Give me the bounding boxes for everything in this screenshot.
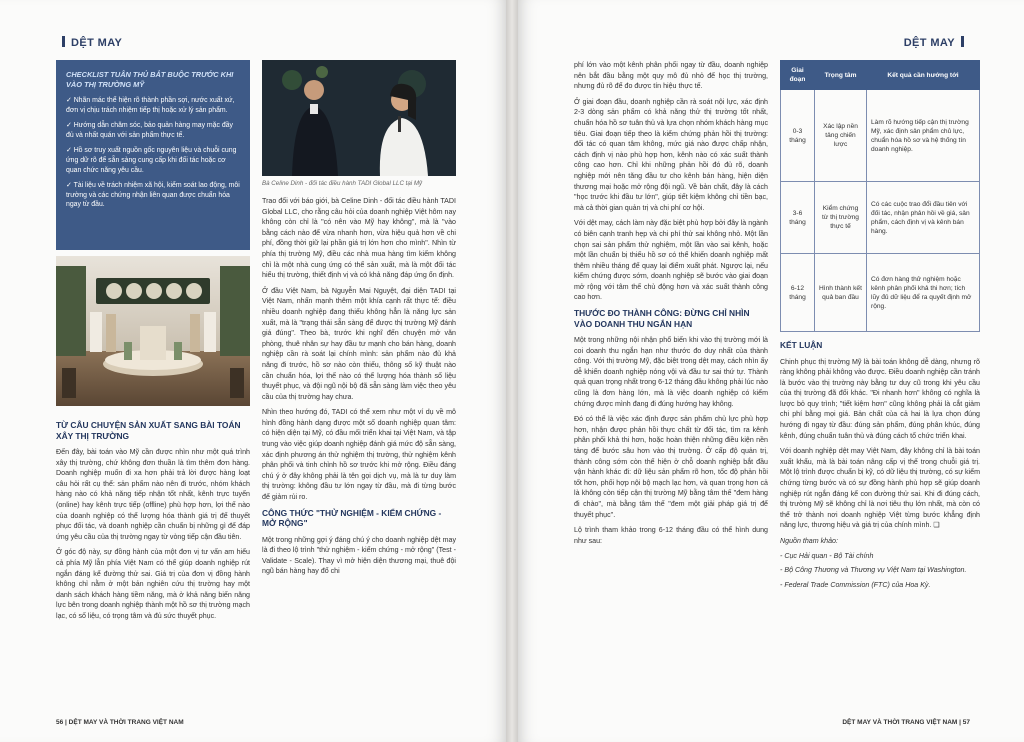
paragraph: Đến đây, bài toán vào Mỹ cần được nhìn như một quá trình xây thị trường, chứ không đơn thuần là tìm thêm đơn hàng. Doanh nghiệp muốn đi xa hơn phải trả lời được hàng loạt câu hỏi rất cụ thể: sản phẩm nào nên đi trước, nhóm khách hàng nào có khả năng tiếp nhận tốt nhất, kênh trực tuyến (online) hay kênh trực tiếp (offline) phù hợp hơn, lợi thế nào của doanh nghiệp có thể lượng hóa thành giá trị để thuyết phục đối tác, và doanh nghiệp cần chuẩn bị những gì để đáp ứng yêu cầu của thị trường ngay từ vòng tiếp cận đầu tiên. <box>56 448 250 541</box>
left-column-2 <box>262 196 456 582</box>
column-header: Trọng tâm <box>815 61 867 90</box>
paragraph: Một trong những gợi ý đáng chú ý cho doanh nghiệp dệt may là đi theo lộ trình "thử nghiệm - kiểm chứng - mở rộng" (Test - Validate - Scale). Thay vì mở hiện diện thương mại, thuê đội ngũ bán hàng hay đổ chi <box>262 535 456 576</box>
table-cell: 3-6 tháng <box>781 182 815 254</box>
section-title: TỪ CÂU CHUYỆN SẢN XUẤT SANG BÀI TOÁN XÂY THỊ TRƯỜNG <box>56 420 241 441</box>
store-photo <box>56 256 250 406</box>
references <box>780 536 980 590</box>
right-column-2 <box>780 336 980 594</box>
paragraph: Trao đổi với báo giới, bà Celine Dinh - đối tác điều hành TADI Global LLC, cho rằng câu hỏi của doanh nghiệp Việt hôm nay không còn chỉ là "có nên vào Mỹ hay không", mà là "vào bằng cách nào để vừa nhanh hơn, vừa hiệu quả hơn về chi phí, đồng thời giữ lại phần giá trị lớn hơn cho mình". Nhìn từ phía thị trường Mỹ, điều các nhà mua hàng tìm kiếm không chỉ là một nhà cung ứng có thể sản xuất, mà là một đối tác hiểu thị trường, thiết định vị và có khả năng đáp ứng ổn định. <box>262 197 456 280</box>
reference-item: - Federal Trade Commission (FTC) của Hoa Kỳ. <box>780 580 931 589</box>
right-page <box>518 0 1024 742</box>
table-cell: Hình thành kết quả ban đầu <box>815 254 867 332</box>
paragraph: Ở giai đoạn đầu, doanh nghiệp cần rà soát nội lực, xác định 2-3 dòng sản phẩm có khả năng thử thị trường tốt nhất, chuẩn hóa hồ sơ tuân thủ và lựa chọn nhóm khách hàng mục tiêu. Giai đoạn tiếp theo là kiểm chứng phản hồi thị trường: đối tác có quan tâm không, mức giá nào được chấp nhận, cách định vị nào phù hợp hơn, kênh nào có xác suất thành công cao hơn. Chỉ khi những phản hồi đó đủ rõ, doanh nghiệp mới nên tăng đầu tư cho kênh bán hàng, hiện diện thương mại hoặc mở rộng đội ngũ. Về bản chất, đây là cách "học trước khi đầu tư lớn", giúp tiết kiệm không chỉ tiền bạc, mà cả thời gian quản trị và chi phí cơ hội. <box>574 97 768 212</box>
interview-illustration <box>262 60 456 176</box>
table-row <box>781 254 980 332</box>
header-bar <box>961 36 964 47</box>
column-header: Kết quả cần hướng tới <box>867 61 980 90</box>
paragraph: Với dệt may, cách làm này đặc biệt phù hợp bởi đây là ngành có biên cạnh tranh hẹp và chi phí thử sai không nhỏ. Một lần chọn sai sản phẩm thử nghiệm, một lần vào sai kênh, hoặc một lần chuẩn bị thiếu hồ sơ có thể khiến doanh nghiệp mất thêm nhiều tháng để quay lại điểm xuất phát. Ngược lại, nếu kiểm chứng được sớm, doanh nghiệp sẽ bước vào giai đoạn mở rộng với tâm thế chủ động hơn và xác suất thành công cao hơn. <box>574 219 768 302</box>
checklist-title: CHECKLIST TUÂN THỦ BẮT BUỘC TRƯỚC KHI VÀO THỊ TRƯỜNG MỸ <box>66 70 234 89</box>
left-column-1 <box>56 416 250 627</box>
right-header-text: DỆT MAY <box>903 37 955 49</box>
references-title: Nguồn tham khảo: <box>780 537 838 545</box>
checklist-item: ✓ Hướng dẫn chăm sóc, bảo quản hàng may mặc đầy đủ và nhất quán với sản phẩm thực tế. <box>66 122 233 139</box>
table-cell: 6-12 tháng <box>781 254 815 332</box>
left-header <box>56 36 122 49</box>
paragraph: Nhìn theo hướng đó, TADI có thể xem như một ví dụ về mô hình đồng hành dạng được một số doanh nghiệp quan tâm: có hiện diện tại Mỹ, có đầu mối triển khai tại Việt Nam, và tập trung vào việc giúp doanh nghiệp đánh giá mức độ sẵn sàng, xác định phương án thử nghiệm thị trường, thử nghiệm kênh phân phối và tinh chỉnh hồ sơ trước khi mở rộng. Điều đáng chú ý ở đây không phải là tên gọi dịch vụ, mà là tư duy làm thị trường: không đầu tư lớn ngay từ đầu, mà đi từng bước để giảm rủi ro. <box>262 408 456 502</box>
table-row <box>781 182 980 254</box>
store-illustration <box>56 256 250 406</box>
checklist-item: ✓ Hồ sơ truy xuất nguồn gốc nguyên liệu và chuỗi cung ứng dữ rõ để sẵn sàng cung cấp khi đối tác hoặc cơ quan chức năng yêu cầu. <box>66 147 237 174</box>
checklist-item: ✓ Nhãn mác thể hiện rõ thành phần sợi, nước xuất xứ, đơn vị chịu trách nhiệm tiếp thị hoặc xử lý sản phẩm. <box>66 97 235 114</box>
left-footer: 56 | DỆT MAY VÀ THỜI TRANG VIỆT NAM <box>56 719 184 726</box>
header-bar <box>62 36 65 47</box>
reference-item: - Bộ Công Thương và Thương vụ Việt Nam tại Washington. <box>780 566 967 575</box>
paragraph: Với doanh nghiệp dệt may Việt Nam, đây không chỉ là bài toán xuất khẩu, mà là bài toán nâng cấp vị thế trong chuỗi giá trị. Một lộ trình được chuẩn bị kỹ, có dữ liệu thị trường, có sự kiểm chứng từng bước và có sự đồng hành phù hợp sẽ giúp doanh nghiệp rút ngắn đáng kể con đường thử sai. Khi đi đúng cách, thị trường Mỹ sẽ không chỉ là nơi tiêu thụ lớn nhất, mà còn có thể trở thành nơi doanh nghiệp Việt từng bước khẳng định năng lực, thương hiệu và giá trị của chính mình. ❑ <box>780 447 980 530</box>
paragraph: Chinh phục thị trường Mỹ là bài toán không dễ dàng, nhưng rõ ràng không phải không vào được. Điều doanh nghiệp cần tránh là bước vào thị trường này bằng tư duy cũ trong khi yêu cầu của thị trường đã đổi khác. "Đi nhanh hơn" không có nghĩa là lược bỏ quy trình; "tiết kiệm hơn" cũng không phải là cắt giảm chi phí bằng mọi giá. Bản chất của cả hai là lựa chọn đúng hướng đi ngay từ đầu: đúng sản phẩm, đúng phân khúc, đúng kênh, đúng chuẩn tuân thủ và đúng cách tổ chức triển khai. <box>780 357 980 440</box>
right-column-1 <box>574 60 768 551</box>
table-cell: 0-3 tháng <box>781 90 815 182</box>
section-title: KẾT LUẬN <box>780 340 823 350</box>
section-title: THƯỚC ĐO THÀNH CÔNG: ĐỪNG CHỈ NHÌN VÀO DOANH THU NGẮN HẠN <box>574 308 750 329</box>
paragraph: Đó có thể là việc xác định được sản phẩm chủ lực phù hợp hơn, nhận được phản hồi thực chất từ đối tác, tìm ra kênh phân phối khả thi hơn, hoặc hoàn thiện những điều kiện nền tảng để bước sâu hơn vào thị trường. Ở cấp độ quản trị, thành công sớm còn thể hiện ở chỗ doanh nghiệp bắt đầu vận hành khác đi: dữ liệu sản phẩm rõ hơn, tốc độ phản hồi tốt hơn, phối hợp nội bộ mạch lạc hơn, và quan trọng hơn cả là không còn tiếp cận thị trường Mỹ bằng tâm thế "đem hàng đi chào", mà bằng tâm thế "đem một giải pháp giá trị để thuyết phục". <box>574 415 768 519</box>
checklist-box <box>56 60 250 250</box>
checklist-item: ✓ Tài liệu về trách nhiệm xã hội, kiểm soát lao động, môi trường và các chứng nhận liên quan được chuẩn hóa ngay từ đầu. <box>66 182 240 209</box>
interview-photo <box>262 60 456 176</box>
spine <box>506 0 518 742</box>
left-page <box>0 0 506 742</box>
paragraph: Ở đầu Việt Nam, bà Nguyễn Mai Nguyệt, đại diện TADI tại Việt Nam, nhấn mạnh thêm một khía cạnh rất thực tế: điều nhiều doanh nghiệp đang thiếu không hẳn là năng lực sản xuất, mà là "trạng thái sẵn sàng để được thị trường Mỹ đánh giá đúng". Theo bà, trước khi nghĩ đến chuyện mở văn phòng, thuê nhân sự hay đầu tư mạnh cho bán hàng, doanh nghiệp cần rà soát lại chính mình: sản phẩm nào đủ khả năng đi trước, hồ sơ nào còn thiếu, thông số kỹ thuật nào cần chuẩn hóa, lợi thế nào có thể lượng hóa thành số liệu thuyết phục, và đội ngũ nội bộ đã sẵn sàng làm việc theo yêu cầu của thị trường hay chưa. <box>262 286 456 401</box>
table-header-row <box>781 61 980 90</box>
photo-caption: Bà Celine Dinh - đối tác điều hành TADI Global LLC tại Mỹ <box>262 180 423 187</box>
right-header <box>904 36 970 49</box>
section-title: CÔNG THỨC "THỬ NGHIỆM - KIỂM CHỨNG - MỞ RỘNG" <box>262 507 442 529</box>
paragraph: Lộ trình tham khảo trong 6-12 tháng đầu có thể hình dung như sau: <box>574 526 768 545</box>
right-footer: DỆT MAY VÀ THỜI TRANG VIỆT NAM | 57 <box>842 719 970 726</box>
paragraph: Một trong những nội nhận phổ biến khi vào thị trường mới là coi doanh thu ngắn hạn như thước đo duy nhất của thành công. Với thị trường Mỹ, đặc biệt trong dệt may, cách nhìn ấy dễ khiến doanh nghiệp nóng vội và đầu tư sai thứ tự. Thành quả quan trọng nhất trong 6-12 tháng đầu không phải lúc nào cũng là đơn hàng lớn, mà là việc doanh nghiệp có kiểm chứng được mình đang đi đúng hướng hay không. <box>574 336 768 408</box>
reference-item: - Cục Hải quan - Bộ Tài chính <box>780 551 874 560</box>
roadmap-table <box>780 60 980 332</box>
column-header: Giai đoạn <box>781 61 815 90</box>
table-cell: Làm rõ hướng tiếp cận thị trường Mỹ, xác định sản phẩm chủ lực, chuẩn hóa hồ sơ và hệ thống tín doanh nghiệp. <box>867 90 980 182</box>
table-cell: Kiểm chứng từ thị trường thực tế <box>815 182 867 254</box>
table-cell: Có đơn hàng thử nghiệm hoặc kênh phân phối khả thi hơn; tích lũy đủ dữ liệu để ra quyết định mở rộng. <box>867 254 980 332</box>
paragraph: phí lớn vào một kênh phân phối ngay từ đầu, doanh nghiệp nên bắt đầu bằng một quy mô đủ nhỏ để học thị trường, nhưng đủ rõ để đo được tín hiệu thực tế. <box>574 61 768 91</box>
table-row <box>781 90 980 182</box>
table-cell: Có các cuộc trao đổi đầu tiên với đối tác, nhận phản hồi về giá, sản phẩm, cách định vị và kênh bán hàng. <box>867 182 980 254</box>
left-header-text: DỆT MAY <box>71 37 123 49</box>
paragraph: Ở góc độ này, sự đồng hành của một đơn vị tư vấn am hiểu cả phía Mỹ lẫn phía Việt Nam có thể giúp doanh nghiệp rút ngắn đáng kể đường thử sai. Giá trị của đơn vị đồng hành không chỉ nằm ở một bản nghiên cứu thị trường hay một danh sách khách hàng tiềm năng, mà ở khả năng biến năng lực bên trong doanh nghiệp thành một hồ sơ thị trường mạch lạc, có số liệu, có trọng tâm và đủ sức thuyết phục. <box>56 548 250 620</box>
table-cell: Xác lập nền tảng chiến lược <box>815 90 867 182</box>
